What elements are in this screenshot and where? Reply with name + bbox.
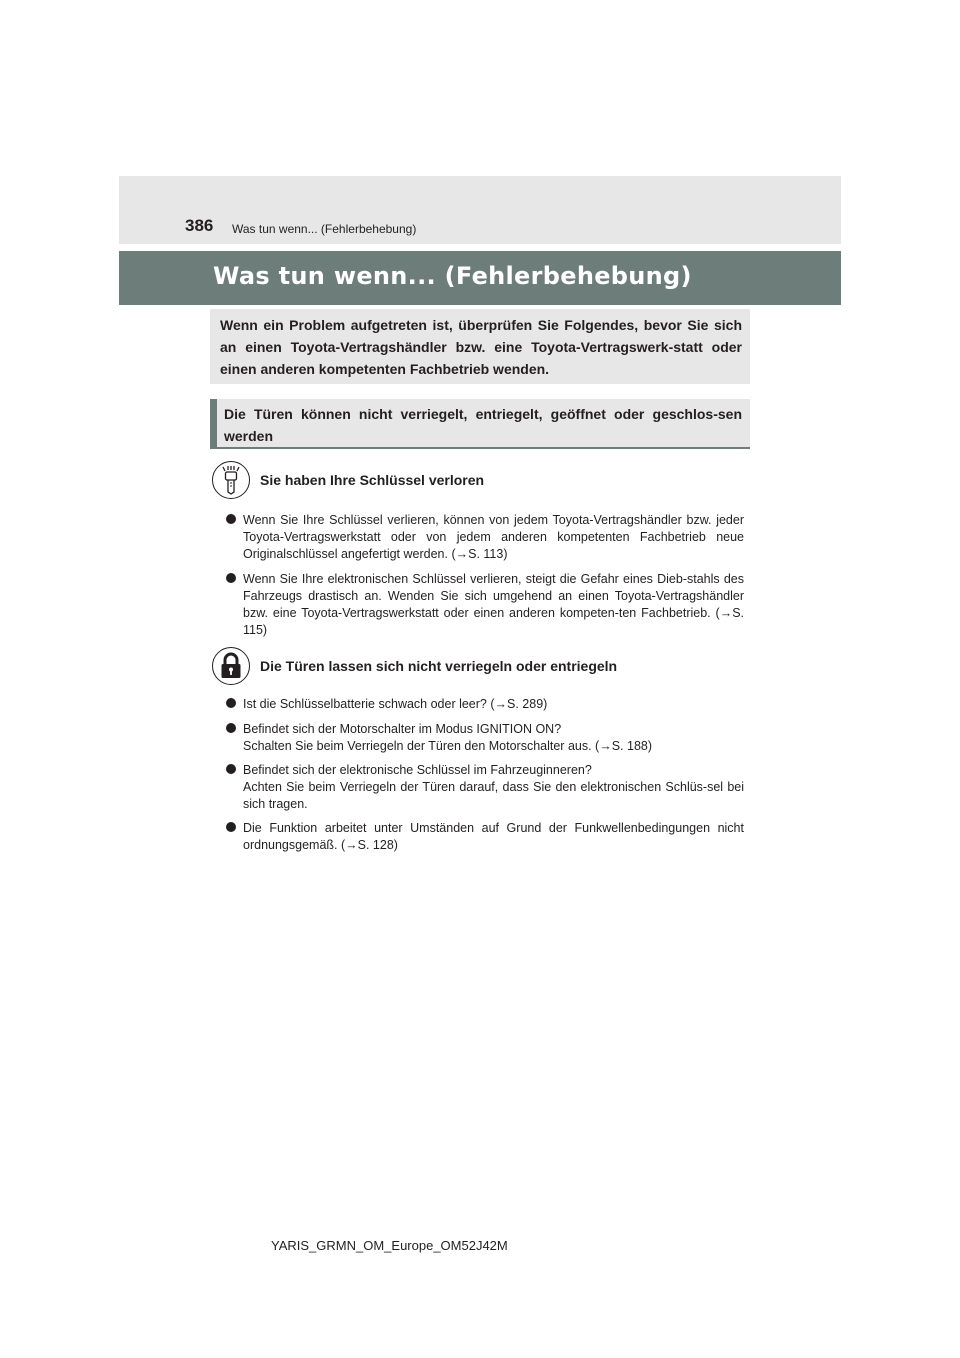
bullet-icon — [226, 514, 236, 524]
list-item — [226, 762, 744, 813]
intro-text: Wenn ein Problem aufgetreten ist, überprüfen Sie Folgendes, bevor Sie sich an einen Toyota-Vertragshändler bzw. eine Toyota-Vertragswerk-statt oder einen anderen kompetenten Fachbetrieb wenden. — [220, 317, 742, 377]
bullet-line: Die Funktion arbeitet unter Umständen auf Grund der Funkwellenbedingungen nicht ordnungsgemäß. (→S. 128) — [243, 821, 744, 852]
bullet-icon — [226, 723, 236, 733]
running-head: Was tun wenn... (Fehlerbehebung) — [232, 222, 417, 236]
subsection-heading-lost-keys: Sie haben Ihre Schlüssel verloren — [260, 472, 485, 488]
bullet-text — [243, 721, 744, 755]
bullet-text — [243, 820, 744, 854]
bullet-line: Befindet sich der elektronische Schlüssel im Fahrzeuginneren? — [243, 763, 592, 777]
bullet-icon — [226, 764, 236, 774]
list-item — [226, 696, 744, 713]
list-item — [226, 820, 744, 854]
bullet-text: Wenn Sie Ihre elektronischen Schlüssel verlieren, steigt die Gefahr eines Dieb-stahls des Fahrzeugs drastisch an. Wenden Sie sich umgehend an einen Toyota-Vertragshändler bzw. eine Toyota-Vertragswerkstatt oder einen anderen kompeten-ten Fachbetrieb. (→S. 115) — [243, 572, 744, 637]
bullet-line: Befindet sich der Motorschalter im Modus IGNITION ON? — [243, 722, 562, 736]
page-title: Was tun wenn... (Fehlerbehebung) — [213, 262, 692, 290]
list-item — [226, 512, 744, 563]
bullet-icon — [226, 573, 236, 583]
bullet-icon — [226, 698, 236, 708]
header-band — [119, 176, 841, 244]
list-item — [226, 721, 744, 755]
subsection-heading-doors-lock: Die Türen lassen sich nicht verriegeln oder entriegeln — [260, 658, 618, 674]
bullet-line: Schalten Sie beim Verriegeln der Türen den Motorschalter aus. (→S. 188) — [243, 739, 653, 753]
bullet-icon — [226, 822, 236, 832]
section-heading: Die Türen können nicht verriegelt, entriegelt, geöffnet oder geschlos-sen werden — [224, 406, 742, 444]
list-item — [226, 571, 744, 639]
bullet-text — [243, 696, 744, 713]
page-number: 386 — [185, 216, 214, 235]
bullet-line: Ist die Schlüsselbatterie schwach oder leer? (→S. 289) — [243, 697, 548, 711]
key-icon — [212, 461, 250, 499]
bullet-text — [243, 762, 744, 813]
bullet-text: Wenn Sie Ihre Schlüssel verlieren, können von jedem Toyota-Vertragshändler bzw. jeder Toyota-Vertragswerkstatt oder von jedem anderen kompetenten Fachbetrieb neue Originalschlüssel angefertigt werden. (→S. 113) — [243, 513, 744, 561]
section-accent-bar — [210, 399, 217, 449]
bullet-line: Achten Sie beim Verriegeln der Türen darauf, dass Sie den elektronischen Schlüs-sel bei sich tragen. — [243, 780, 744, 811]
footer-document-id: YARIS_GRMN_OM_Europe_OM52J42M — [271, 1238, 508, 1253]
lock-icon — [212, 647, 250, 685]
